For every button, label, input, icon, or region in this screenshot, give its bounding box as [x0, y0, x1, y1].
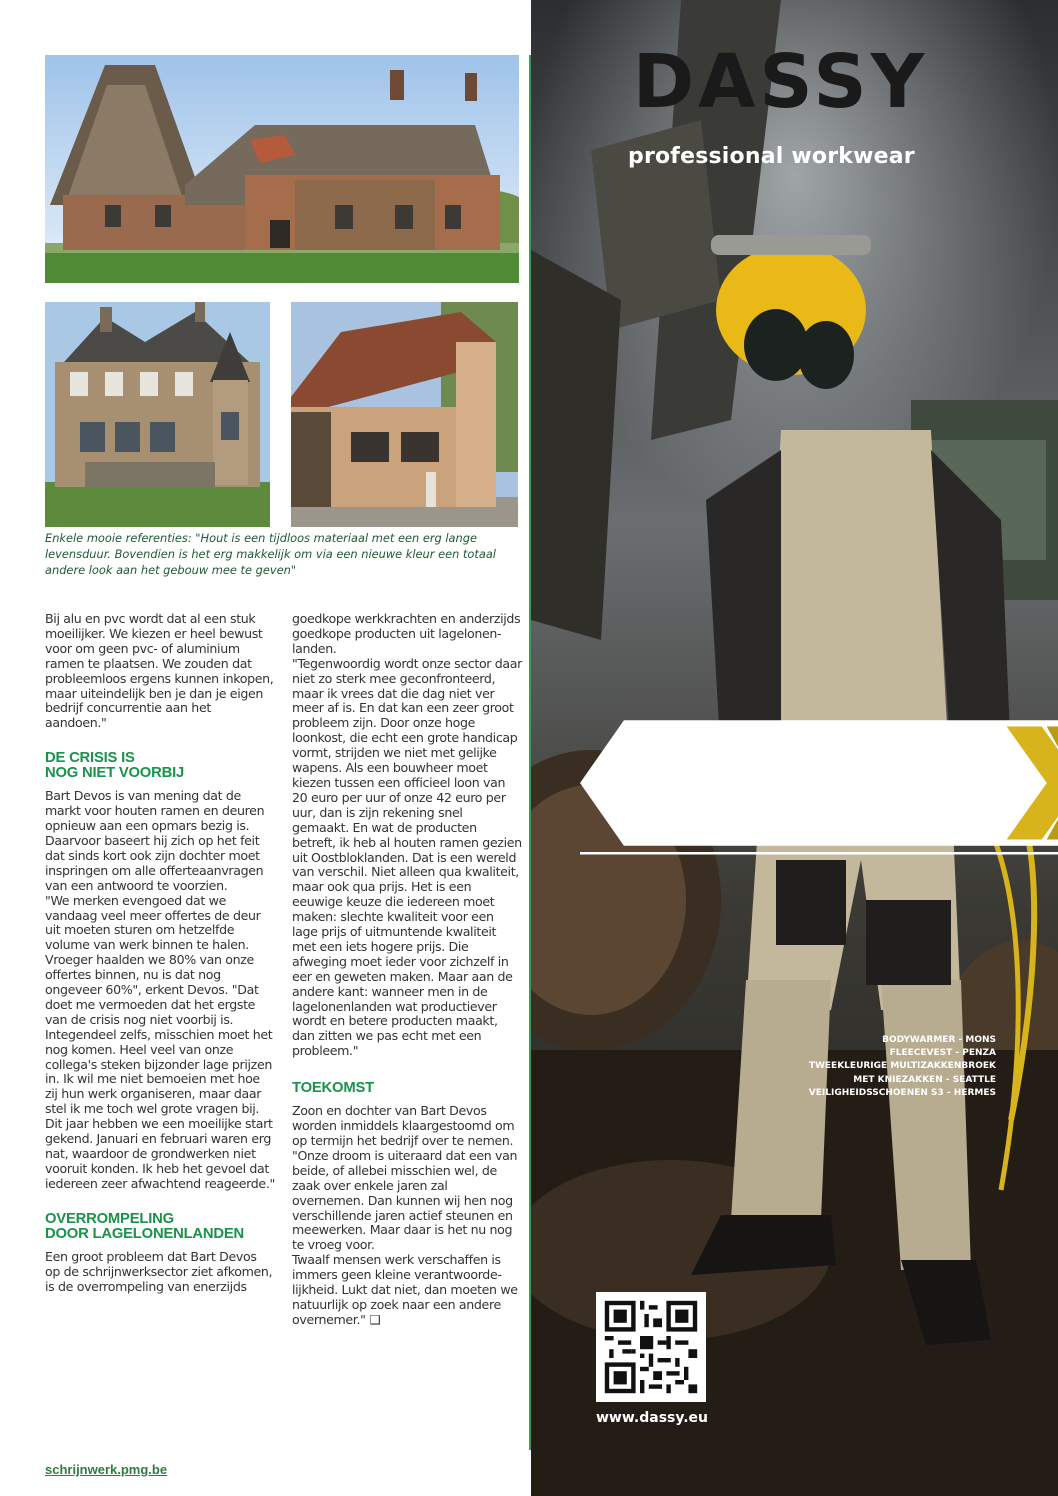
heading-line: DE CRISIS IS	[45, 750, 135, 767]
dassy-advertisement	[531, 0, 1058, 1496]
paragraph: Bij alu en pvc wordt dat al een stuk moeilijker. We kiezen er heel bewust voor om geen pvc- of aluminium ramen te plaatsen. We zouden dat probleemloos ergens kunnen inkopen, maar uiteindelijk ben je dan je eigen bedrijf concurrentie aan het aandoen."	[45, 611, 274, 731]
qr-code-pattern	[596, 1292, 706, 1402]
heading-line: DOOR LAGELONENLANDEN	[45, 1225, 245, 1242]
product-item: BODYWARMER - MONS	[882, 1035, 996, 1045]
article-column-2	[292, 612, 522, 1328]
section-heading-crisis	[45, 751, 275, 781]
article-column-1	[45, 612, 275, 1294]
product-item: TWEEKLEURIGE MULTIZAKKENBROEK	[808, 1061, 996, 1072]
section-heading-toekomst: TOEKOMST	[292, 1080, 374, 1097]
dassy-logo-plate	[580, 35, 1058, 1496]
photo-thatched-house	[45, 55, 519, 283]
dassy-tagline: professional workwear	[628, 144, 915, 169]
section-heading-overrompeling	[45, 1212, 275, 1242]
paragraph: "Tegenwoordig wordt onze sector daar niet zo sterk mee geconfronteerd, maar ik vrees dat die dag niet ver meer af is. En dat kan een zeer groot probleem zijn. Door onze hoge loonkost, die echt een grote handicap vormt, strijden we niet met gelijke wapens. Als een bouwheer moet kiezen tussen een officieel loon van 20 euro per uur of onze 42 euro per uur, dan is zijn rekening snel gemaakt. En wat de producten betreft, ik heb al houten ramen gezien uit Oostbloklanden. Dat is een wereld van verschil. Niet alleen qua kwaliteit, maar ook qua prijs. Het is een eeuwige keuze die iedereen moet maken: slechte kwaliteit voor een lage prijs of uitmuntende kwaliteit met een iets hogere prijs. Die afweging moet ieder voor zichzelf in eer en geweten maken. Maar aan de andere kant: wanneer men in de lagelonenlanden wat productiever wordt en betere producten maakt, dan zitten we pas echt met een probleem."	[292, 655, 522, 1059]
photo-stone-manor	[45, 302, 270, 527]
paragraph: Bart Devos is van mening dat de markt voor houten ramen en deuren opnieuw aan een opmars bezig is. Daarvoor baseert hij zich op het feit dat sinds kort ook zijn dochter moet inspringen om alle offerteaanvragen van een antwoord te voorzien.	[45, 788, 265, 893]
dassy-brand-name: DASSY	[632, 39, 929, 125]
footer-site-link[interactable]: schrijnwerk.pmg.be	[45, 1462, 168, 1477]
photo-wooden-garage	[291, 302, 518, 527]
product-item: MET KNIEZAKKEN - SEATTLE	[853, 1074, 996, 1085]
paragraph: Twaalf mensen werk verschaffen is immers geen kleine verantwoordelijkheid. Lukt dat niet, dan moeten we natuurlijk op zoek naar een andere overnemer." ❑	[292, 1252, 518, 1327]
product-list	[809, 1034, 996, 1100]
paragraph: Zoon en dochter van Bart Devos worden inmiddels klaargestoomd om op termijn het bedrijf over te nemen. "Onze droom is uiteraard dat een van beide, of allebei misschien wel, de zaak over enkele jaren zal overnemen. Dan kunnen wij hen nog verschillende jaren actief steunen en meewerken. Maar daar is het nu nog te vroeg voor.	[292, 1103, 518, 1253]
paragraph: "We merken evengoed dat we vandaag veel meer offertes de deur uit moeten sturen om hetzelfde volume van werk binnen te halen. Vroeger haalden we 80% van onze offertes binnen, nu is dat nog ongeveer 60%", erkent Devos. "Dat doet me vermoeden dat het ergste van de crisis nog niet voorbij is. Integendeel zelfs, misschien moet het nog komen. Heel veel van onze collega's steken bijzonder lage prijzen in. Ik wil me niet bemoeien met hoe zij hun werk organiseren, maar daar stel ik me toch wel grote vragen bij. Dit jaar hebben we een moeilijke start gekend. Januari en februari waren erg nat, waardoor de grondwerken niet vooruit konden. Ik heb het gevoel dat iedereen zeer afwachtend reageerde."	[45, 892, 275, 1191]
paragraph: Een groot probleem dat Bart Devos op de schrijnwerksector ziet afkomen, is de overrompeling van enerzijds	[45, 1248, 273, 1294]
product-item: VEILIGHEIDSSCHOENEN S3 - HERMES	[808, 1087, 996, 1098]
photo-caption: Enkele mooie referenties: "Hout is een tijdloos materiaal met een erg lange levensduur. Bovendien is het erg makkelijk om via een nieuwe kleur een totaal andere look aan het gebouw mee te geven"	[45, 531, 496, 577]
product-item: FLEECEVEST - PENZA	[889, 1048, 996, 1059]
heading-line: NOG NIET VOORBIJ	[45, 765, 185, 782]
paragraph: goedkope werkkrachten en anderzijds goedkope producten uit lagelonenlanden.	[292, 611, 521, 656]
qr-code[interactable]	[596, 1292, 706, 1402]
heading-line: OVERROMPELING	[45, 1210, 174, 1227]
dassy-website-link[interactable]: www.dassy.eu	[596, 1410, 708, 1426]
